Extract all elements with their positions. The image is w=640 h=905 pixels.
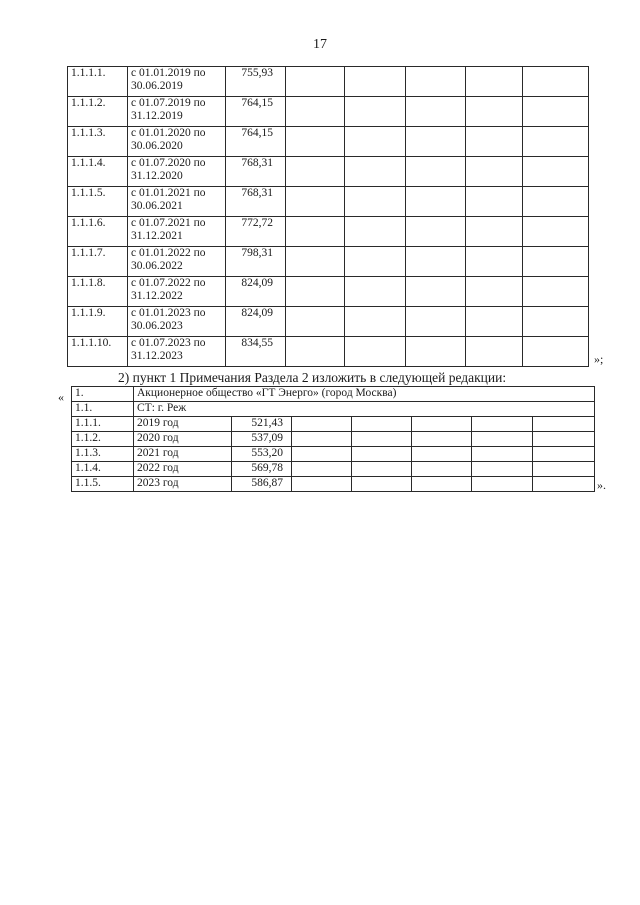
empty-cell xyxy=(286,157,345,187)
empty-cell xyxy=(286,127,345,157)
table-row xyxy=(68,217,589,247)
empty-cell xyxy=(412,477,472,492)
tariff-table-periods xyxy=(67,66,589,367)
empty-cell xyxy=(352,477,412,492)
empty-cell xyxy=(472,477,533,492)
st-code: 1.1. xyxy=(72,402,134,417)
empty-cell xyxy=(286,97,345,127)
empty-cell xyxy=(345,217,406,247)
row-value: 824,09 xyxy=(226,277,286,307)
period-end: 30.06.2019 xyxy=(131,80,183,92)
empty-cell xyxy=(286,247,345,277)
period-start: с 01.01.2021 по xyxy=(131,187,206,199)
empty-cell xyxy=(292,417,352,432)
row-value: 834,55 xyxy=(226,337,286,367)
empty-cell xyxy=(286,307,345,337)
table-row xyxy=(68,157,589,187)
row-period xyxy=(128,187,226,217)
table-row xyxy=(72,477,595,492)
empty-cell xyxy=(412,432,472,447)
period-start: с 01.01.2019 по xyxy=(131,67,206,79)
empty-cell xyxy=(523,67,589,97)
empty-cell xyxy=(292,462,352,477)
closing-quote-table1: »; xyxy=(594,352,604,366)
empty-cell xyxy=(345,97,406,127)
empty-cell xyxy=(472,432,533,447)
st-row xyxy=(72,402,595,417)
row-code: 1.1.1.9. xyxy=(68,307,128,337)
empty-cell xyxy=(523,307,589,337)
row-period xyxy=(128,277,226,307)
table-row xyxy=(68,127,589,157)
row-value: 824,09 xyxy=(226,307,286,337)
period-start: с 01.07.2023 по xyxy=(131,337,206,349)
empty-cell xyxy=(466,277,523,307)
row-value: 768,31 xyxy=(226,157,286,187)
period-end: 31.12.2022 xyxy=(131,290,183,302)
row-value: 764,15 xyxy=(226,127,286,157)
empty-cell xyxy=(292,432,352,447)
row-code: 1.1.1. xyxy=(72,417,134,432)
page-number: 17 xyxy=(313,37,327,52)
row-value: 798,31 xyxy=(226,247,286,277)
row-code: 1.1.1.10. xyxy=(68,337,128,367)
empty-cell xyxy=(406,247,466,277)
empty-cell xyxy=(472,417,533,432)
empty-cell xyxy=(292,477,352,492)
empty-cell xyxy=(523,127,589,157)
empty-cell xyxy=(345,67,406,97)
period-start: с 01.07.2021 по xyxy=(131,217,206,229)
period-start: с 01.01.2022 по xyxy=(131,247,206,259)
period-end: 31.12.2023 xyxy=(131,350,183,362)
empty-cell xyxy=(345,187,406,217)
row-period xyxy=(128,247,226,277)
empty-cell xyxy=(523,157,589,187)
period-end: 30.06.2022 xyxy=(131,260,183,272)
table-row xyxy=(72,447,595,462)
empty-cell xyxy=(406,217,466,247)
row-period xyxy=(128,307,226,337)
period-start: с 01.07.2020 по xyxy=(131,157,206,169)
period-end: 31.12.2021 xyxy=(131,230,183,242)
empty-cell xyxy=(286,217,345,247)
empty-cell xyxy=(466,97,523,127)
table-row xyxy=(72,432,595,447)
row-value: 586,87 xyxy=(232,477,292,492)
row-value: 764,15 xyxy=(226,97,286,127)
empty-cell xyxy=(466,337,523,367)
table-row xyxy=(68,97,589,127)
closing-quote-table2: ». xyxy=(597,478,606,492)
empty-cell xyxy=(466,67,523,97)
row-value: 521,43 xyxy=(232,417,292,432)
period-end: 30.06.2021 xyxy=(131,200,183,212)
empty-cell xyxy=(345,247,406,277)
empty-cell xyxy=(466,187,523,217)
empty-cell xyxy=(406,277,466,307)
empty-cell xyxy=(412,447,472,462)
empty-cell xyxy=(523,277,589,307)
row-code: 1.1.4. xyxy=(72,462,134,477)
empty-cell xyxy=(292,447,352,462)
period-end: 31.12.2020 xyxy=(131,170,183,182)
row-code: 1.1.1.8. xyxy=(68,277,128,307)
opening-quote: « xyxy=(58,390,64,404)
org-code: 1. xyxy=(72,387,134,402)
table-row xyxy=(68,277,589,307)
empty-cell xyxy=(533,477,595,492)
empty-cell xyxy=(352,462,412,477)
empty-cell xyxy=(523,97,589,127)
table-row xyxy=(68,187,589,217)
empty-cell xyxy=(406,307,466,337)
empty-cell xyxy=(345,277,406,307)
period-end: 30.06.2020 xyxy=(131,140,183,152)
empty-cell xyxy=(533,417,595,432)
row-code: 1.1.1.2. xyxy=(68,97,128,127)
empty-cell xyxy=(345,157,406,187)
tariff-table-years xyxy=(71,386,595,492)
row-code: 1.1.1.6. xyxy=(68,217,128,247)
empty-cell xyxy=(466,307,523,337)
org-name: Акционерное общество «ГТ Энерго» (город Москва) xyxy=(134,387,595,402)
org-row xyxy=(72,387,595,402)
row-value: 768,31 xyxy=(226,187,286,217)
empty-cell xyxy=(406,337,466,367)
row-code: 1.1.1.5. xyxy=(68,187,128,217)
empty-cell xyxy=(406,97,466,127)
empty-cell xyxy=(345,337,406,367)
empty-cell xyxy=(533,462,595,477)
empty-cell xyxy=(523,337,589,367)
empty-cell xyxy=(286,187,345,217)
empty-cell xyxy=(286,277,345,307)
row-value: 553,20 xyxy=(232,447,292,462)
empty-cell xyxy=(286,337,345,367)
period-start: с 01.01.2023 по xyxy=(131,307,206,319)
empty-cell xyxy=(523,247,589,277)
period-end: 31.12.2019 xyxy=(131,110,183,122)
period-start: с 01.07.2019 по xyxy=(131,97,206,109)
empty-cell xyxy=(466,247,523,277)
empty-cell xyxy=(533,447,595,462)
empty-cell xyxy=(412,462,472,477)
row-code: 1.1.1.3. xyxy=(68,127,128,157)
row-period xyxy=(128,67,226,97)
row-code: 1.1.5. xyxy=(72,477,134,492)
empty-cell xyxy=(406,67,466,97)
row-code: 1.1.1.1. xyxy=(68,67,128,97)
empty-cell xyxy=(406,127,466,157)
row-period xyxy=(128,97,226,127)
table-row xyxy=(72,462,595,477)
row-period xyxy=(128,157,226,187)
table-row xyxy=(68,247,589,277)
empty-cell xyxy=(523,217,589,247)
table-row xyxy=(68,337,589,367)
empty-cell xyxy=(345,307,406,337)
empty-cell xyxy=(406,187,466,217)
row-period xyxy=(128,337,226,367)
empty-cell xyxy=(466,157,523,187)
row-code: 1.1.3. xyxy=(72,447,134,462)
empty-cell xyxy=(286,67,345,97)
empty-cell xyxy=(352,417,412,432)
row-code: 1.1.2. xyxy=(72,432,134,447)
row-code: 1.1.1.7. xyxy=(68,247,128,277)
row-value: 569,78 xyxy=(232,462,292,477)
empty-cell xyxy=(412,417,472,432)
st-name: СТ: г. Реж xyxy=(134,402,595,417)
empty-cell xyxy=(523,187,589,217)
empty-cell xyxy=(466,127,523,157)
table-row xyxy=(68,67,589,97)
row-period xyxy=(128,217,226,247)
empty-cell xyxy=(352,447,412,462)
row-year: 2022 год xyxy=(134,462,232,477)
period-start: с 01.01.2020 по xyxy=(131,127,206,139)
period-end: 30.06.2023 xyxy=(131,320,183,332)
row-code: 1.1.1.4. xyxy=(68,157,128,187)
row-year: 2020 год xyxy=(134,432,232,447)
period-start: с 01.07.2022 по xyxy=(131,277,206,289)
empty-cell xyxy=(345,127,406,157)
row-value: 755,93 xyxy=(226,67,286,97)
table-row xyxy=(68,307,589,337)
row-value: 537,09 xyxy=(232,432,292,447)
empty-cell xyxy=(533,432,595,447)
empty-cell xyxy=(466,217,523,247)
row-value: 772,72 xyxy=(226,217,286,247)
empty-cell xyxy=(472,447,533,462)
row-period xyxy=(128,127,226,157)
row-year: 2021 год xyxy=(134,447,232,462)
row-year: 2023 год xyxy=(134,477,232,492)
empty-cell xyxy=(472,462,533,477)
empty-cell xyxy=(352,432,412,447)
empty-cell xyxy=(406,157,466,187)
section-heading: 2) пункт 1 Примечания Раздела 2 изложить в следующей редакции: xyxy=(118,370,507,385)
row-year: 2019 год xyxy=(134,417,232,432)
table-row xyxy=(72,417,595,432)
